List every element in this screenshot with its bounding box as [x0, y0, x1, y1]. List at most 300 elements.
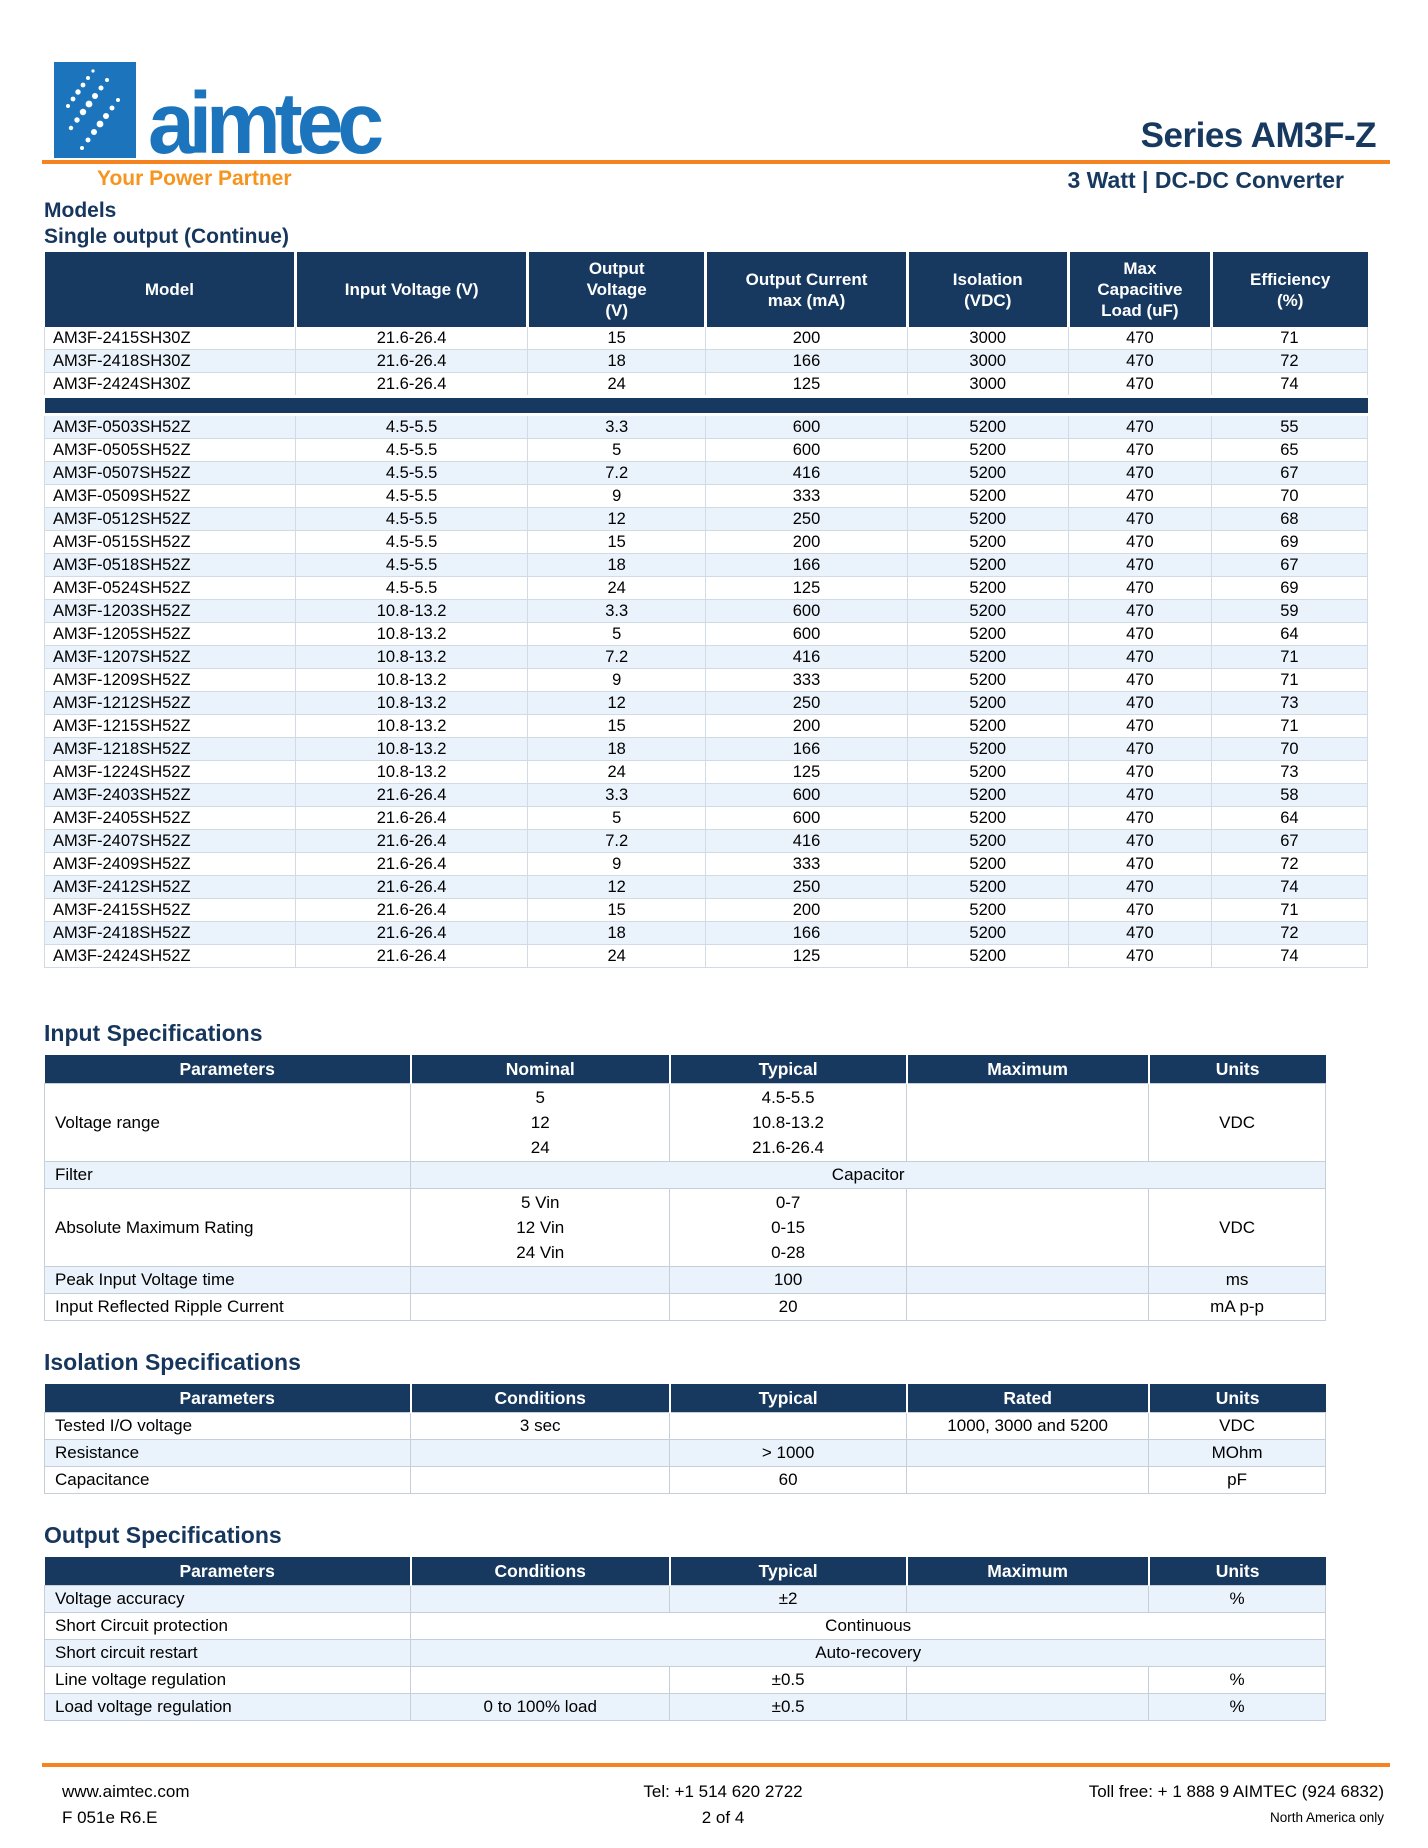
value-line: 10.8-13.2: [752, 1113, 825, 1132]
value-cell: 5200: [907, 784, 1068, 807]
value-cell: 200: [706, 327, 907, 350]
value-cell: 200: [706, 899, 907, 922]
footer-center: [503, 1779, 944, 1831]
value-cell: 470: [1068, 350, 1211, 373]
column-header: [296, 252, 528, 327]
model-cell: AM3F-0509SH52Z: [45, 485, 296, 508]
table-row: [45, 439, 1368, 462]
value-cell: 333: [706, 485, 907, 508]
value-cell: 7.2: [527, 830, 706, 853]
logo-wordmark: aimtec: [148, 74, 379, 173]
model-cell: AM3F-0515SH52Z: [45, 531, 296, 554]
value-cell: 7.2: [527, 646, 706, 669]
value-cell: 5: [527, 807, 706, 830]
table-row: [45, 738, 1368, 761]
value-cell: 200: [706, 715, 907, 738]
value-cell: 18: [527, 350, 706, 373]
value-cell: 470: [1068, 577, 1211, 600]
value-cell: [411, 1189, 670, 1267]
value-cell: 125: [706, 761, 907, 784]
value-cell: [411, 1440, 670, 1467]
value-cell: 10.8-13.2: [296, 623, 528, 646]
table-row: [45, 1613, 1326, 1640]
value-cell: 5200: [907, 439, 1068, 462]
column-header: Nominal: [411, 1055, 670, 1084]
value-cell: [411, 1667, 670, 1694]
value-cell: 5200: [907, 669, 1068, 692]
value-cell: 600: [706, 600, 907, 623]
value-cell: 5200: [907, 899, 1068, 922]
value-line: 0-7: [775, 1193, 801, 1212]
spec-table-header: [45, 1384, 1326, 1413]
value-cell: 3 sec: [411, 1413, 670, 1440]
value-cell: 12: [527, 692, 706, 715]
model-cell: AM3F-2405SH52Z: [45, 807, 296, 830]
parameter-cell: Absolute Maximum Rating: [45, 1189, 411, 1267]
value-cell: 21.6-26.4: [296, 784, 528, 807]
value-cell: 470: [1068, 853, 1211, 876]
value-cell: 470: [1068, 462, 1211, 485]
value-cell: 18: [527, 738, 706, 761]
value-cell: 21.6-26.4: [296, 876, 528, 899]
models-table-header: [45, 252, 1368, 327]
model-cell: AM3F-0507SH52Z: [45, 462, 296, 485]
value-cell: 470: [1068, 807, 1211, 830]
value-cell: 470: [1068, 922, 1211, 945]
column-header: Parameters: [45, 1055, 411, 1084]
value-cell: 24: [527, 373, 706, 397]
column-header-line: (V): [605, 301, 628, 320]
value-cell: 3000: [907, 350, 1068, 373]
table-row: [45, 853, 1368, 876]
value-cell: 600: [706, 784, 907, 807]
column-header-line: Model: [144, 280, 194, 299]
column-header-line: Voltage: [586, 280, 647, 299]
table-row: [45, 761, 1368, 784]
model-cell: AM3F-2409SH52Z: [45, 853, 296, 876]
table-row: [45, 784, 1368, 807]
value-cell: 600: [706, 807, 907, 830]
value-cell: %: [1149, 1667, 1326, 1694]
value-cell: 24: [527, 577, 706, 600]
value-cell: 470: [1068, 784, 1211, 807]
value-cell: 7.2: [527, 462, 706, 485]
value-cell: 10.8-13.2: [296, 738, 528, 761]
value-cell: 12: [527, 508, 706, 531]
value-cell: 21.6-26.4: [296, 350, 528, 373]
model-cell: AM3F-2418SH52Z: [45, 922, 296, 945]
value-cell: 10.8-13.2: [296, 600, 528, 623]
value-cell: [411, 1084, 670, 1162]
footer-region-note: North America only: [1269, 1810, 1385, 1825]
table-row: [45, 1586, 1326, 1613]
column-header-line: (VDC): [964, 290, 1012, 310]
models-group-2: [45, 415, 1368, 968]
value-cell: 64: [1211, 623, 1367, 646]
value-cell: 125: [706, 373, 907, 397]
value-cell: 10.8-13.2: [296, 692, 528, 715]
column-header: Maximum: [907, 1055, 1149, 1084]
value-cell: > 1000: [670, 1440, 907, 1467]
value-cell: 416: [706, 462, 907, 485]
value-cell: 470: [1068, 439, 1211, 462]
table-row: [45, 830, 1368, 853]
value-cell: 3.3: [527, 600, 706, 623]
column-header-line: Output: [588, 259, 645, 278]
model-cell: AM3F-1209SH52Z: [45, 669, 296, 692]
value-cell: 73: [1211, 761, 1367, 784]
model-cell: AM3F-2424SH52Z: [45, 945, 296, 968]
value-cell: 5200: [907, 600, 1068, 623]
spec-table-header: [45, 1055, 1326, 1084]
value-cell: 65: [1211, 439, 1367, 462]
model-cell: AM3F-0503SH52Z: [45, 415, 296, 439]
parameter-cell: Voltage range: [45, 1084, 411, 1162]
column-header-line: Load (uF): [1101, 301, 1179, 320]
table-row: [45, 876, 1368, 899]
value-cell: 470: [1068, 554, 1211, 577]
model-cell: AM3F-0505SH52Z: [45, 439, 296, 462]
column-header: Typical: [670, 1055, 907, 1084]
header-row: [45, 1055, 1326, 1084]
value-cell: 12: [527, 876, 706, 899]
value-line: 5 Vin: [521, 1193, 560, 1212]
value-cell: 3000: [907, 327, 1068, 350]
value-cell: [907, 1294, 1149, 1321]
value-cell: ±2: [670, 1586, 907, 1613]
value-cell: 18: [527, 922, 706, 945]
spec-table-body: [45, 1084, 1326, 1321]
value-cell: 4.5-5.5: [296, 462, 528, 485]
spec-table-body: [45, 1586, 1326, 1721]
value-cell: 470: [1068, 327, 1211, 350]
output-specs-heading: Output Specifications: [44, 1522, 282, 1548]
parameter-cell: Capacitance: [45, 1467, 411, 1494]
models-heading: Models: [44, 199, 117, 222]
value-cell: 5200: [907, 415, 1068, 439]
column-header: Parameters: [45, 1384, 411, 1413]
value-cell: 21.6-26.4: [296, 327, 528, 350]
value-cell: 71: [1211, 646, 1367, 669]
value-cell: 333: [706, 669, 907, 692]
divider-bar: [45, 397, 1368, 415]
parameter-cell: Short Circuit protection: [45, 1613, 411, 1640]
table-row: [45, 577, 1368, 600]
header-row: [45, 252, 1368, 327]
value-cell: 70: [1211, 738, 1367, 761]
value-cell: 470: [1068, 600, 1211, 623]
footer-right: [943, 1779, 1384, 1831]
table-row: [45, 1084, 1326, 1162]
value-line: 0-28: [771, 1243, 806, 1262]
value-cell: [670, 1189, 907, 1267]
table-row: [45, 922, 1368, 945]
column-header: Maximum: [907, 1557, 1149, 1586]
value-cell: [907, 1267, 1149, 1294]
table-row: [45, 1640, 1326, 1667]
model-cell: AM3F-2424SH30Z: [45, 373, 296, 397]
value-cell: %: [1149, 1694, 1326, 1721]
value-cell: 67: [1211, 830, 1367, 853]
isolation-specs-heading: Isolation Specifications: [44, 1349, 301, 1375]
value-cell: 70: [1211, 485, 1367, 508]
table-row: [45, 415, 1368, 439]
value-cell: 5200: [907, 715, 1068, 738]
value-cell: 470: [1068, 830, 1211, 853]
table-row: [45, 623, 1368, 646]
model-cell: AM3F-0512SH52Z: [45, 508, 296, 531]
value-cell: 64: [1211, 807, 1367, 830]
value-cell: 9: [527, 669, 706, 692]
column-header: Units: [1149, 1384, 1326, 1413]
divider-row: [45, 397, 1368, 415]
value-cell: 5200: [907, 462, 1068, 485]
value-cell: 200: [706, 531, 907, 554]
column-header: [45, 252, 296, 327]
value-cell: 470: [1068, 899, 1211, 922]
value-cell: 470: [1068, 415, 1211, 439]
value-cell: 600: [706, 623, 907, 646]
value-cell: [670, 1413, 907, 1440]
isolation-specs-table: [44, 1384, 1326, 1494]
value-cell: 3000: [907, 373, 1068, 397]
column-header-line: Input Voltage (V): [344, 280, 479, 299]
column-header: [527, 252, 706, 327]
value-cell: [411, 1467, 670, 1494]
value-cell: ms: [1149, 1267, 1326, 1294]
value-cell: [670, 1084, 907, 1162]
table-row: [45, 485, 1368, 508]
value-cell: 600: [706, 439, 907, 462]
parameter-cell: Short circuit restart: [45, 1640, 411, 1667]
value-cell: 4.5-5.5: [296, 508, 528, 531]
value-cell: Capacitor: [411, 1162, 1326, 1189]
table-row: [45, 1189, 1326, 1267]
value-cell: 69: [1211, 531, 1367, 554]
models-group-1: [45, 327, 1368, 397]
value-line: 5: [535, 1088, 545, 1107]
column-header: [1068, 252, 1211, 327]
column-header: [1211, 252, 1367, 327]
parameter-cell: Peak Input Voltage time: [45, 1267, 411, 1294]
value-cell: %: [1149, 1586, 1326, 1613]
model-cell: AM3F-0524SH52Z: [45, 577, 296, 600]
table-row: [45, 1267, 1326, 1294]
value-cell: 10.8-13.2: [296, 669, 528, 692]
column-header: Parameters: [45, 1557, 411, 1586]
value-line: 12: [530, 1113, 550, 1132]
table-row: [45, 600, 1368, 623]
value-cell: 4.5-5.5: [296, 485, 528, 508]
value-cell: 71: [1211, 327, 1367, 350]
value-cell: 71: [1211, 715, 1367, 738]
model-cell: AM3F-1207SH52Z: [45, 646, 296, 669]
value-cell: 5: [527, 623, 706, 646]
value-cell: 250: [706, 692, 907, 715]
value-cell: Auto-recovery: [411, 1640, 1326, 1667]
table-row: [45, 1440, 1326, 1467]
value-cell: 72: [1211, 853, 1367, 876]
value-cell: 470: [1068, 623, 1211, 646]
value-cell: 470: [1068, 761, 1211, 784]
column-header-line: Output Current: [745, 269, 868, 289]
value-cell: 15: [527, 327, 706, 350]
value-cell: 250: [706, 508, 907, 531]
value-cell: 470: [1068, 373, 1211, 397]
table-row: [45, 1667, 1326, 1694]
value-cell: 20: [670, 1294, 907, 1321]
table-row: [45, 1294, 1326, 1321]
value-cell: 21.6-26.4: [296, 830, 528, 853]
model-cell: AM3F-1212SH52Z: [45, 692, 296, 715]
value-cell: 71: [1211, 669, 1367, 692]
footer-left: [62, 1779, 503, 1831]
model-cell: AM3F-0518SH52Z: [45, 554, 296, 577]
value-cell: VDC: [1149, 1189, 1326, 1267]
value-cell: 5200: [907, 508, 1068, 531]
value-cell: ±0.5: [670, 1667, 907, 1694]
value-cell: [907, 1586, 1149, 1613]
parameter-cell: Line voltage regulation: [45, 1667, 411, 1694]
value-line: 24: [530, 1138, 550, 1157]
column-header-line: Isolation: [952, 269, 1023, 289]
value-cell: 470: [1068, 945, 1211, 968]
value-cell: 5200: [907, 577, 1068, 600]
value-cell: 68: [1211, 508, 1367, 531]
value-cell: ±0.5: [670, 1694, 907, 1721]
value-cell: 4.5-5.5: [296, 554, 528, 577]
table-row: [45, 692, 1368, 715]
table-row: [45, 1413, 1326, 1440]
parameter-cell: Filter: [45, 1162, 411, 1189]
model-cell: AM3F-1224SH52Z: [45, 761, 296, 784]
model-cell: AM3F-2415SH52Z: [45, 899, 296, 922]
model-cell: AM3F-1215SH52Z: [45, 715, 296, 738]
value-cell: [411, 1267, 670, 1294]
value-cell: 5200: [907, 876, 1068, 899]
value-cell: [411, 1294, 670, 1321]
table-row: [45, 531, 1368, 554]
value-cell: [907, 1467, 1149, 1494]
footer-tollfree: Toll free: + 1 888 9 AIMTEC (924 6832): [1088, 1782, 1385, 1801]
value-cell: 10.8-13.2: [296, 761, 528, 784]
value-cell: 21.6-26.4: [296, 373, 528, 397]
value-cell: 5: [527, 439, 706, 462]
table-row: [45, 1162, 1326, 1189]
series-title: Series AM3F-Z: [1140, 116, 1376, 155]
value-cell: 5200: [907, 485, 1068, 508]
header-row: [45, 1384, 1326, 1413]
value-cell: 125: [706, 945, 907, 968]
value-cell: 333: [706, 853, 907, 876]
column-header-line: Max: [1123, 259, 1157, 278]
value-cell: 166: [706, 350, 907, 373]
column-header-line: Efficiency: [1250, 269, 1331, 289]
page-header: [42, 50, 1390, 173]
value-cell: pF: [1149, 1467, 1326, 1494]
table-row: [45, 715, 1368, 738]
value-cell: 21.6-26.4: [296, 807, 528, 830]
value-cell: 470: [1068, 692, 1211, 715]
value-cell: 69: [1211, 577, 1367, 600]
value-cell: 15: [527, 531, 706, 554]
value-cell: 73: [1211, 692, 1367, 715]
spec-table-body: [45, 1413, 1326, 1494]
model-cell: AM3F-2403SH52Z: [45, 784, 296, 807]
value-cell: 3.3: [527, 784, 706, 807]
input-specs-heading: Input Specifications: [44, 1020, 263, 1046]
value-cell: 10.8-13.2: [296, 715, 528, 738]
value-cell: [411, 1586, 670, 1613]
value-cell: 5200: [907, 646, 1068, 669]
parameter-cell: Voltage accuracy: [45, 1586, 411, 1613]
value-cell: 21.6-26.4: [296, 945, 528, 968]
value-cell: 5200: [907, 945, 1068, 968]
value-cell: 470: [1068, 715, 1211, 738]
output-specs-table: [44, 1557, 1326, 1721]
parameter-cell: Resistance: [45, 1440, 411, 1467]
value-cell: 9: [527, 853, 706, 876]
value-cell: 5200: [907, 830, 1068, 853]
model-cell: AM3F-1203SH52Z: [45, 600, 296, 623]
value-cell: 4.5-5.5: [296, 439, 528, 462]
value-cell: 166: [706, 738, 907, 761]
value-cell: 24: [527, 945, 706, 968]
value-cell: 470: [1068, 508, 1211, 531]
column-header: Typical: [670, 1384, 907, 1413]
value-cell: MOhm: [1149, 1440, 1326, 1467]
value-cell: 600: [706, 415, 907, 439]
value-cell: 21.6-26.4: [296, 853, 528, 876]
value-cell: 71: [1211, 899, 1367, 922]
spec-table-header: [45, 1557, 1326, 1586]
model-cell: AM3F-2418SH30Z: [45, 350, 296, 373]
parameter-cell: Tested I/O voltage: [45, 1413, 411, 1440]
value-line: 0-15: [771, 1218, 806, 1237]
model-cell: AM3F-2407SH52Z: [45, 830, 296, 853]
value-cell: 67: [1211, 462, 1367, 485]
column-header: [706, 252, 907, 327]
model-cell: AM3F-1205SH52Z: [45, 623, 296, 646]
value-cell: 74: [1211, 876, 1367, 899]
column-header-line: max (mA): [767, 290, 846, 310]
value-cell: 4.5-5.5: [296, 415, 528, 439]
column-header: Units: [1149, 1055, 1326, 1084]
value-cell: [907, 1694, 1149, 1721]
series-subtitle: 3 Watt | DC-DC Converter: [1067, 167, 1344, 193]
value-cell: 470: [1068, 669, 1211, 692]
value-cell: [907, 1440, 1149, 1467]
column-header-line: Capacitive: [1097, 280, 1183, 299]
footer-page-number: 2 of 4: [701, 1808, 745, 1827]
column-header: Conditions: [411, 1384, 670, 1413]
value-cell: 5200: [907, 623, 1068, 646]
value-cell: 166: [706, 922, 907, 945]
table-row: [45, 462, 1368, 485]
column-header: Typical: [670, 1557, 907, 1586]
value-cell: 5200: [907, 692, 1068, 715]
model-cell: AM3F-2415SH30Z: [45, 327, 296, 350]
value-cell: 74: [1211, 373, 1367, 397]
table-row: [45, 327, 1368, 350]
value-cell: 15: [527, 715, 706, 738]
value-cell: 72: [1211, 922, 1367, 945]
column-header-line: (%): [1276, 290, 1304, 310]
column-header: Rated: [907, 1384, 1149, 1413]
value-cell: 58: [1211, 784, 1367, 807]
value-cell: 18: [527, 554, 706, 577]
value-cell: 21.6-26.4: [296, 922, 528, 945]
